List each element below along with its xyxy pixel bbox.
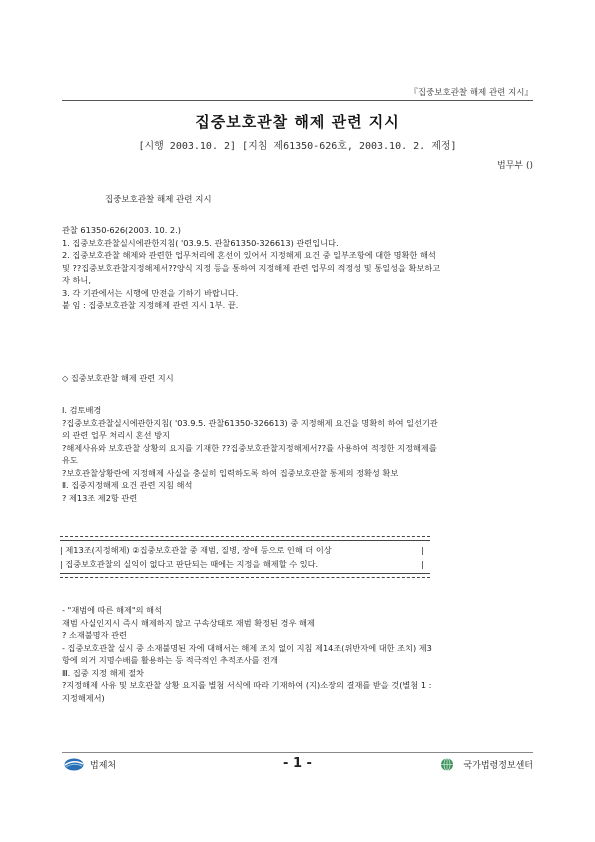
section-line: 유도 [62, 455, 78, 465]
document-title: 집중보호관찰 해제 관련 지시 [195, 113, 400, 131]
memo-line: 2. 집중보호관찰 해제와 관련한 업무처리에 혼선이 있어서 지정해제 요건 중 일부조항에 대한 명확한 해석 [62, 250, 436, 260]
section-line: ◇ 집중보호관찰 해제 관련 지시 [62, 373, 174, 383]
section2-line: 지정해제서) [62, 692, 105, 703]
memo-line: 관찰 61350-626(2003. 10. 2.) [62, 225, 181, 235]
section2-line: - 집중보호관찰 실시 중 소재불명된 자에 대해서는 해제 조치 없이 지침 제14조(위반자에 대한 조치) 제3 [62, 642, 432, 653]
section2-line: 재범 사실인지시 즉시 해제하지 않고 구속상태로 재범 확정된 경우 해제 [62, 617, 315, 628]
running-header: 『집중보호관찰 해제 관련 지시』 [409, 88, 533, 98]
quoted-article-box [60, 536, 430, 578]
box-edge: | [421, 545, 424, 555]
section2-line: ?지정해제 사유 및 보호관찰 상황 요지를 별첨 서식에 따라 기재하여 (지)소장의 결재를 받을 것(별첨 1 : [62, 680, 432, 690]
ministry-label: 법무부 () [497, 161, 533, 171]
section-body [62, 404, 540, 504]
section-line: ?해제사유와 보호관찰 상황의 요지를 기재한 ??집중보호관찰지정해제서??를 사용하여 적정한 지정해제를 [62, 442, 437, 453]
box-bottom-rule [60, 573, 430, 574]
footer-divider [62, 752, 533, 753]
section-line: Ⅰ. 검토배경 [62, 405, 102, 415]
footer-right-label: 국가법령정보센터 [463, 761, 533, 771]
section2-line: Ⅲ. 집중 지정 해제 절차 [62, 667, 144, 678]
box-edge: | [421, 559, 424, 569]
effective-date: [시행 2003.10. 2] [지침 제61350-626호, 2003.10. 2. 제정] [138, 141, 457, 152]
section-line: ?보호관찰상황란에 지정해제 사실을 충실히 입력하도록 하여 집중보호관찰 통제의 정확성 확보 [62, 467, 399, 478]
footer-right [437, 758, 533, 771]
memo-title: 집중보호관찰 해제 관련 지시 [105, 195, 212, 205]
box-line-1: | 제13조(지정해제) ②집중보호관찰 중 재범, 질병, 장애 등으로 인해 더 이상 [60, 545, 332, 555]
section-line: ?집중보호관찰실시에관한지침( '03.9.5. 관찰61350-326613) 중 지정해제 요건을 명확히 하여 일선기관 [62, 417, 438, 428]
box-top-rule [60, 540, 430, 541]
memo-line: 3. 각 기관에서는 시행에 만전을 기하기 바랍니다. [62, 287, 239, 298]
footer-left-label: 법제처 [90, 761, 117, 771]
section-line: Ⅱ. 집중지정해제 요건 관련 지침 해석 [62, 480, 193, 490]
header-divider [62, 100, 533, 101]
section-heading [62, 372, 540, 385]
section2-line: 항에 의거 지명수배를 활용하는 등 적극적인 추적조사를 전개 [62, 655, 278, 665]
section2-body [62, 604, 540, 704]
memo-line: 1. 집중보호관찰실시에관한지침( '03.9.5. 관찰61350-326613) 관련입니다. [62, 237, 339, 248]
law-center-logo-icon [437, 758, 457, 771]
section-line: 의 관련 업무 처리시 혼선 방지 [62, 430, 170, 440]
section2-line: - "재범에 따른 해제"의 해석 [62, 605, 162, 615]
box-line-2: | 집중보호관찰의 실익이 없다고 판단되는 때에는 지정을 해제할 수 있다. [60, 559, 319, 569]
section2-line: ? 소재불명자 관련 [62, 630, 127, 640]
page-number: - 1 - [283, 756, 312, 771]
memo-line: 및 ??집중보호관찰지정해제서??양식 지정 등을 통하여 지정해제 관련 업무의 적정성 및 통일성을 확보하고 [62, 262, 441, 273]
memo-line: 붙 임 : 집중보호관찰 지정해제 관련 지시 1부. 끝. [62, 300, 239, 310]
section-line: ? 제13조 제2항 관련 [62, 492, 138, 503]
memo-body [62, 224, 540, 312]
memo-line: 자 하니, [62, 275, 91, 285]
